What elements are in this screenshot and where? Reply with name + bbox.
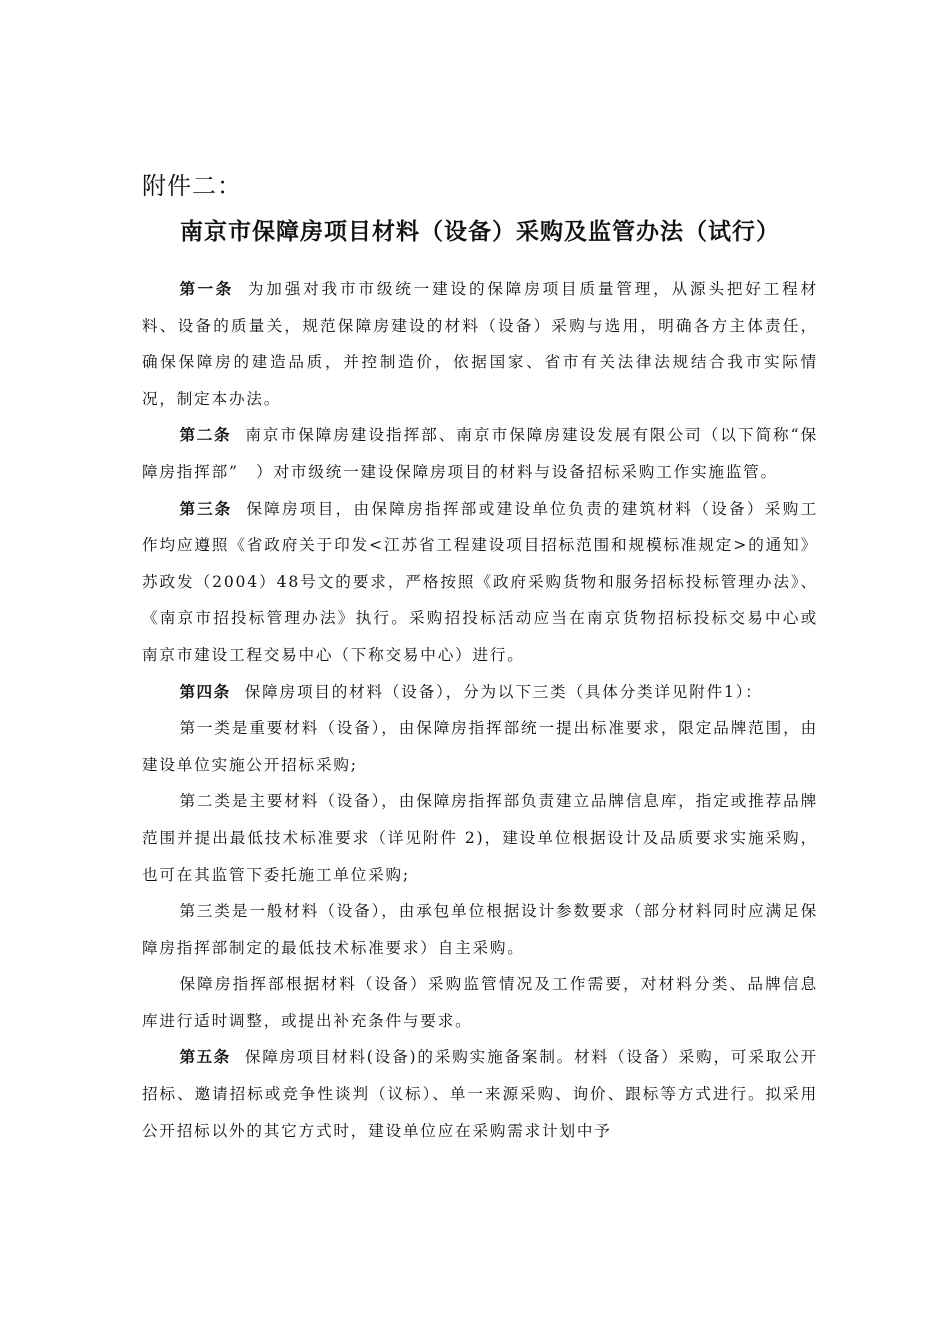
paragraph-article-3 bbox=[142, 491, 818, 674]
paragraph-text: 保障房项目材料(设备)的采购实施备案制。材料（设备）采购，可采取公开招标、邀请招标或竞争性谈判（议标）、单一来源采购、询价、跟标等方式进行。拟采用公开招标以外的其它方式时，建设单位应在采购需求计划中予 bbox=[142, 1048, 818, 1140]
paragraph-text: 第一类是重要材料（设备），由保障房指挥部统一提出标准要求，限定品牌范围，由建设单位实施公开招标采购; bbox=[142, 719, 818, 774]
paragraph-text: 保障房项目的材料（设备），分为以下三类（具体分类详见附件1）： bbox=[244, 682, 763, 701]
paragraph-article-1 bbox=[142, 271, 818, 417]
paragraph-adjustment bbox=[142, 966, 818, 1039]
article-heading: 第三条 bbox=[179, 499, 233, 518]
article-heading: 第一条 bbox=[179, 280, 234, 298]
paragraph-text: 南京市保障房建设指挥部、南京市保障房建设发展有限公司（以下简称“保障房指挥部” ）对市级统一建设保障房项目的材料与设备招标采购工作实施监管。 bbox=[142, 426, 818, 481]
paragraph-text: 保障房项目，由保障房指挥部或建设单位负责的建筑材料（设备）采购工作均应遵照《省政府关于印发<江苏省工程建设项目招标范围和规模标准规定>的通知》苏政发（2004）48号文的要求，严格按照《政府采购货物和服务招标投标管理办法》、《南京市招投标管理办法》执行。采购招投标活动应当在南京货物招标投标交易中心或南京市建设工程交易中心（下称交易中心）进行。 bbox=[142, 499, 818, 664]
paragraph-article-5 bbox=[142, 1039, 818, 1149]
document-body bbox=[142, 271, 818, 1149]
paragraph-text: 保障房指挥部根据材料（设备）采购监管情况及工作需要，对材料分类、品牌信息库进行适时调整，或提出补充条件与要求。 bbox=[142, 975, 818, 1030]
paragraph-text: 第二类是主要材料（设备），由保障房指挥部负责建立品牌信息库，指定或推荐品牌范围并提出最低技术标准要求（详见附件 2)，建设单位根据设计及品质要求实施采购，也可在其监管下委托施工单位采购; bbox=[142, 792, 818, 884]
article-heading: 第五条 bbox=[179, 1048, 231, 1067]
paragraph-article-4 bbox=[142, 674, 818, 711]
paragraph-category-1 bbox=[142, 710, 818, 783]
article-heading: 第二条 bbox=[179, 426, 232, 445]
paragraph-text: 为加强对我市市级统一建设的保障房项目质量管理，从源头把好工程材料、设备的质量关，规范保障房建设的材料（设备）采购与选用，明确各方主体责任，确保保障房的建造品质，并控制造价，依据国家、省市有关法律法规结合我市实际情况，制定本办法。 bbox=[142, 280, 818, 408]
document-title: 南京市保障房项目材料（设备）采购及监管办法（试行） bbox=[180, 218, 780, 245]
paragraph-category-3 bbox=[142, 893, 818, 966]
paragraph-article-2 bbox=[142, 417, 818, 490]
paragraph-category-2 bbox=[142, 783, 818, 893]
paragraph-text: 第三类是一般材料（设备），由承包单位根据设计参数要求（部分材料同时应满足保障房指挥部制定的最低技术标准要求）自主采购。 bbox=[142, 902, 818, 957]
annex-label: 附件二： bbox=[142, 172, 242, 200]
article-heading: 第四条 bbox=[179, 682, 231, 701]
